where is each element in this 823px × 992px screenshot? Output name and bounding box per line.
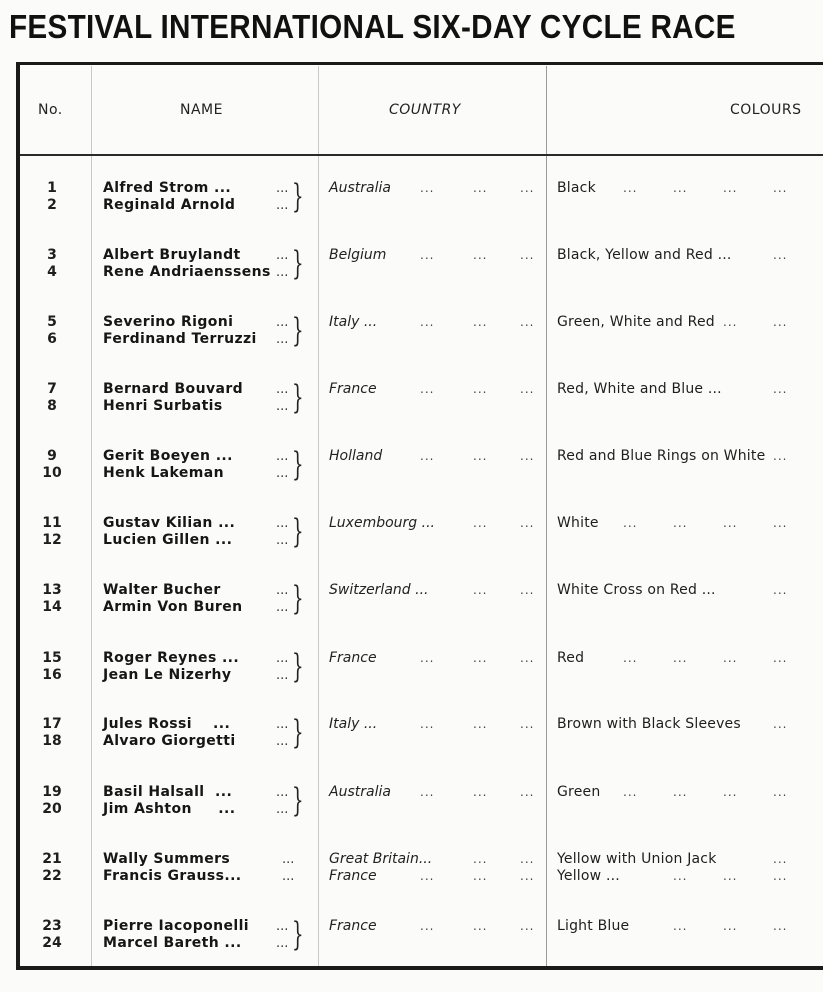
leader-dots: ...	[673, 919, 688, 933]
rider-numbers	[40, 784, 64, 818]
leader-dots-line: ...	[276, 533, 289, 548]
leader-dots	[276, 515, 288, 549]
leader-dots: ...	[723, 785, 738, 799]
leader-dots-line: ...	[276, 717, 289, 732]
team-country	[329, 582, 428, 599]
rider-names	[103, 851, 242, 885]
rider-names	[103, 918, 249, 952]
leader-dots: ...	[723, 869, 738, 883]
leader-dots: ...	[520, 852, 535, 866]
leader-dots-line: ...	[276, 651, 289, 666]
leader-dots: ...	[623, 651, 638, 665]
team-country	[329, 180, 391, 197]
leader-dots: ...	[773, 516, 788, 530]
colour-description: White Cross on Red ...	[557, 582, 716, 598]
rider-numbers	[40, 716, 64, 750]
country-name: Belgium	[329, 247, 387, 263]
rider-name: Severino Rigoni	[103, 314, 234, 330]
rider-name: Francis Grauss...	[103, 868, 242, 884]
leader-dots: ...	[673, 785, 688, 799]
right-brace-icon: }	[292, 646, 304, 685]
leader-dots: ...	[673, 516, 688, 530]
leader-dots: ...	[520, 919, 535, 933]
country-name: Australia	[329, 784, 391, 800]
leader-dots: ...	[773, 449, 788, 463]
team-row	[0, 851, 823, 887]
leader-dots: ...	[473, 852, 488, 866]
rider-number: 20	[42, 801, 62, 817]
colour-description: Red and Blue Rings on White	[557, 448, 766, 464]
rider-number: 15	[42, 650, 62, 666]
leader-dots	[276, 180, 288, 214]
rider-number: 9	[47, 448, 57, 464]
rider-name: Reginald Arnold	[103, 197, 236, 213]
team-row	[0, 646, 823, 686]
leader-dots	[276, 247, 288, 281]
leader-dots: ...	[773, 315, 788, 329]
leader-dots: ...	[420, 919, 435, 933]
team-colours	[557, 716, 741, 733]
column-header-country: COUNTRY	[389, 102, 461, 118]
team-row	[0, 511, 823, 551]
team-country	[329, 314, 377, 331]
rider-number: 24	[42, 935, 62, 951]
right-brace-icon: }	[292, 243, 304, 282]
leader-dots	[282, 851, 294, 885]
rider-name: Rene Andriaenssens	[103, 264, 271, 280]
country-name: France	[329, 381, 377, 397]
leader-dots: ...	[473, 382, 488, 396]
team-country	[329, 247, 386, 264]
rider-name: Jim Ashton ...	[103, 801, 236, 817]
leader-dots-line: ...	[276, 315, 289, 330]
right-brace-icon: }	[292, 176, 304, 215]
team-colours	[557, 180, 596, 197]
country-name: Italy ...	[329, 314, 378, 330]
column-header-name: NAME	[180, 102, 223, 118]
rider-number: 19	[42, 784, 62, 800]
leader-dots: ...	[723, 181, 738, 195]
column-header-colours: COLOURS	[730, 102, 802, 118]
leader-dots: ...	[623, 181, 638, 195]
leader-dots-line: ...	[276, 802, 289, 817]
leader-dots-line: ...	[276, 734, 289, 749]
country-name: Holland	[329, 448, 383, 464]
leader-dots: ...	[723, 315, 738, 329]
rider-number: 17	[42, 716, 62, 732]
leader-dots: ...	[473, 315, 488, 329]
country-name: France	[329, 650, 377, 666]
leader-dots: ...	[773, 651, 788, 665]
rider-names	[103, 515, 235, 549]
rider-numbers	[40, 582, 64, 616]
rider-numbers	[40, 515, 64, 549]
team-row	[0, 310, 823, 350]
team-country	[329, 515, 435, 532]
rider-name: Jean Le Nizerhy	[103, 667, 232, 683]
rider-numbers	[40, 650, 64, 684]
right-brace-icon: }	[292, 578, 304, 617]
rider-number: 10	[42, 465, 62, 481]
team-row	[0, 377, 823, 417]
team-row	[0, 578, 823, 618]
leader-dots: ...	[773, 248, 788, 262]
country-name: Italy ...	[329, 716, 378, 732]
rider-name: Henk Lakeman	[103, 465, 224, 481]
leader-dots: ...	[420, 717, 435, 731]
rider-name: Roger Reynes ...	[103, 650, 240, 666]
leader-dots: ...	[520, 785, 535, 799]
leader-dots: ...	[473, 449, 488, 463]
rider-number: 6	[47, 331, 57, 347]
leader-dots: ...	[623, 785, 638, 799]
right-brace-icon: }	[292, 914, 304, 953]
leader-dots	[276, 918, 288, 952]
leader-dots-line: ...	[276, 600, 289, 615]
leader-dots: ...	[473, 651, 488, 665]
right-brace-icon: }	[292, 310, 304, 349]
leader-dots: ...	[773, 852, 788, 866]
rider-name: Bernard Bouvard	[103, 381, 244, 397]
leader-dots: ...	[520, 869, 535, 883]
rider-number: 11	[42, 515, 62, 531]
rider-names	[103, 247, 271, 281]
team-colours	[557, 515, 599, 532]
rider-names	[103, 582, 243, 616]
rider-name: Albert Bruylandt	[103, 247, 241, 263]
leader-dots: ...	[420, 651, 435, 665]
colour-description: Light Blue	[557, 918, 630, 934]
colour-description: Black, Yellow and Red ...	[557, 247, 732, 263]
rider-name: Lucien Gillen ...	[103, 532, 233, 548]
leader-dots-line: ...	[276, 919, 289, 934]
leader-dots: ...	[673, 869, 688, 883]
rider-numbers	[40, 381, 64, 415]
leader-dots-line: ...	[276, 449, 289, 464]
rider-name: Wally Summers	[103, 851, 231, 867]
team-colours	[557, 784, 600, 801]
team-colours	[557, 918, 629, 935]
leader-dots: ...	[420, 869, 435, 883]
team-colours	[557, 448, 765, 465]
rider-number: 18	[42, 733, 62, 749]
leader-dots: ...	[473, 248, 488, 262]
leader-dots: ...	[473, 717, 488, 731]
leader-dots-line: ...	[276, 936, 289, 951]
team-colours	[557, 314, 715, 331]
leader-dots: ...	[420, 181, 435, 195]
rider-name: Basil Halsall ...	[103, 784, 233, 800]
country-name: France	[329, 868, 377, 884]
rider-names	[103, 448, 233, 482]
leader-dots: ...	[473, 785, 488, 799]
rider-name: Marcel Bareth ...	[103, 935, 242, 951]
team-row	[0, 176, 823, 216]
colour-description: Yellow ...	[557, 868, 620, 884]
leader-dots: ...	[473, 516, 488, 530]
leader-dots: ...	[673, 651, 688, 665]
team-colours	[557, 582, 716, 599]
rider-number: 16	[42, 667, 62, 683]
team-colours	[557, 247, 732, 264]
right-brace-icon: }	[292, 712, 304, 751]
leader-dots: ...	[773, 181, 788, 195]
colour-description: Green	[557, 784, 601, 800]
leader-dots-line: ...	[276, 466, 289, 481]
leader-dots: ...	[420, 248, 435, 262]
leader-dots: ...	[473, 583, 488, 597]
leader-dots	[276, 448, 288, 482]
rider-names	[103, 314, 257, 348]
colour-description: Brown with Black Sleeves	[557, 716, 741, 732]
colour-description: White	[557, 515, 599, 531]
team-country	[329, 784, 391, 801]
rider-number: 8	[47, 398, 57, 414]
leader-dots: ...	[520, 449, 535, 463]
leader-dots-line: ...	[276, 516, 289, 531]
leader-dots: ...	[520, 516, 535, 530]
right-brace-icon: }	[292, 780, 304, 819]
rider-numbers	[40, 180, 64, 214]
rider-number: 4	[47, 264, 57, 280]
rider-name: Ferdinand Terruzzi	[103, 331, 257, 347]
right-brace-icon: }	[292, 444, 304, 483]
rider-name: Gustav Kilian ...	[103, 515, 236, 531]
team-country	[329, 650, 377, 667]
team-row	[0, 780, 823, 820]
rider-name: Armin Von Buren	[103, 599, 243, 615]
leader-dots	[276, 314, 288, 348]
leader-dots: ...	[773, 583, 788, 597]
leader-dots: ...	[773, 919, 788, 933]
country-name: Luxembourg ...	[329, 515, 435, 531]
leader-dots: ...	[520, 717, 535, 731]
leader-dots-line: ...	[276, 181, 289, 196]
leader-dots: ...	[420, 785, 435, 799]
rider-number: 3	[47, 247, 57, 263]
country-name: Great Britain...	[329, 851, 433, 867]
team-country	[329, 448, 382, 465]
leader-dots-line: ...	[276, 399, 289, 414]
rider-numbers	[40, 314, 64, 348]
leader-dots: ...	[723, 919, 738, 933]
country-name: Australia	[329, 180, 391, 196]
rider-name: Gerit Boeyen ...	[103, 448, 233, 464]
right-brace-icon: }	[292, 377, 304, 416]
leader-dots: ...	[520, 651, 535, 665]
country-name: Switzerland ...	[329, 582, 429, 598]
team-colours	[557, 650, 584, 667]
rider-names	[103, 784, 235, 818]
rider-names	[103, 650, 239, 684]
rider-number: 12	[42, 532, 62, 548]
rider-names	[103, 716, 236, 750]
rider-numbers	[40, 851, 64, 885]
team-colours	[557, 381, 722, 398]
leader-dots: ...	[473, 181, 488, 195]
rider-number: 14	[42, 599, 62, 615]
leader-dots: ...	[673, 181, 688, 195]
leader-dots-line: ...	[276, 583, 289, 598]
leader-dots: ...	[520, 382, 535, 396]
rider-name: Alvaro Giorgetti	[103, 733, 236, 749]
leader-dots: ...	[520, 315, 535, 329]
leader-dots: ...	[520, 248, 535, 262]
rider-name: Pierre Iacoponelli	[103, 918, 250, 934]
team-row	[0, 712, 823, 752]
team-country	[329, 851, 435, 885]
rider-numbers	[40, 247, 64, 281]
rider-number: 5	[47, 314, 57, 330]
team-country	[329, 716, 377, 733]
header-rule	[20, 154, 823, 156]
rider-names	[103, 180, 235, 214]
leader-dots-line: ...	[276, 382, 289, 397]
team-country	[329, 381, 377, 398]
rider-names	[103, 381, 243, 415]
leader-dots: ...	[420, 449, 435, 463]
leader-dots-line: ...	[276, 248, 289, 263]
colour-description: Green, White and Red	[557, 314, 715, 330]
rider-number: 23	[42, 918, 62, 934]
leader-dots: ...	[723, 516, 738, 530]
colour-description: Red, White and Blue ...	[557, 381, 722, 397]
leader-dots: ...	[473, 919, 488, 933]
leader-dots: ...	[773, 382, 788, 396]
colour-description: Yellow with Union Jack	[557, 851, 717, 867]
leader-dots-line: ...	[276, 785, 289, 800]
leader-dots-line: ...	[282, 869, 295, 884]
leader-dots: ...	[473, 869, 488, 883]
leader-dots	[276, 650, 288, 684]
leader-dots: ...	[520, 181, 535, 195]
rider-name: Walter Bucher	[103, 582, 221, 598]
leader-dots: ...	[520, 583, 535, 597]
leader-dots-line: ...	[282, 852, 295, 867]
leader-dots	[276, 582, 288, 616]
rider-number: 7	[47, 381, 57, 397]
country-name: France	[329, 918, 377, 934]
colour-description: Red	[557, 650, 585, 666]
leader-dots: ...	[773, 717, 788, 731]
colour-description: Black	[557, 180, 596, 196]
leader-dots: ...	[773, 869, 788, 883]
team-row	[0, 444, 823, 484]
leader-dots-line: ...	[276, 668, 289, 683]
team-row	[0, 914, 823, 954]
team-country	[329, 918, 377, 935]
rider-number: 1	[47, 180, 57, 196]
leader-dots: ...	[420, 382, 435, 396]
rider-name: Alfred Strom ...	[103, 180, 232, 196]
rider-name: Jules Rossi ...	[103, 716, 231, 732]
leader-dots: ...	[420, 315, 435, 329]
leader-dots: ...	[723, 651, 738, 665]
leader-dots	[276, 381, 288, 415]
rider-name: Henri Surbatis	[103, 398, 223, 414]
rider-number: 22	[42, 868, 62, 884]
team-row	[0, 243, 823, 283]
rider-number: 13	[42, 582, 62, 598]
leader-dots-line: ...	[276, 198, 289, 213]
right-brace-icon: }	[292, 511, 304, 550]
team-colours	[557, 851, 717, 885]
leader-dots-line: ...	[276, 265, 289, 280]
rider-numbers	[40, 448, 64, 482]
column-header-no: No.	[38, 102, 63, 118]
rider-numbers	[40, 918, 64, 952]
page-title: FESTIVAL INTERNATIONAL SIX-DAY CYCLE RACE	[9, 8, 736, 45]
leader-dots	[276, 784, 288, 818]
leader-dots-line: ...	[276, 332, 289, 347]
leader-dots: ...	[773, 785, 788, 799]
leader-dots: ...	[623, 516, 638, 530]
rider-number: 2	[47, 197, 57, 213]
leader-dots	[276, 716, 288, 750]
rider-number: 21	[42, 851, 62, 867]
